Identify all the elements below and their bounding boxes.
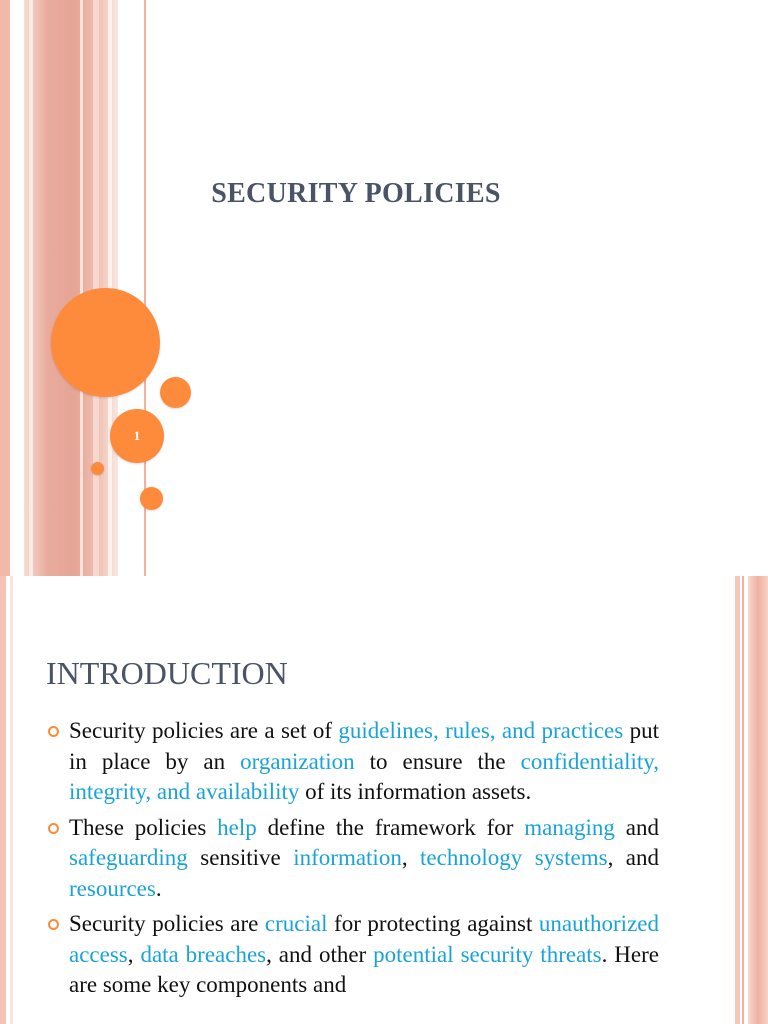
text-run: Security policies are [69, 911, 265, 936]
right-edge-stripe [742, 576, 744, 1024]
highlighted-term: safeguarding [69, 845, 188, 870]
bullet-list [45, 716, 659, 1006]
text-run: and [614, 814, 659, 840]
text-run: sensitive [187, 845, 294, 870]
text-run: Security policies are a set of [69, 718, 339, 743]
bullet-item [45, 716, 659, 808]
left-edge-stripe [10, 576, 13, 1024]
highlighted-term: data breaches [140, 941, 267, 967]
highlighted-term: unauthorized access [69, 911, 659, 967]
text-run: These policies [69, 814, 218, 840]
decorative-circle-large [51, 288, 160, 397]
left-edge-stripe [0, 576, 6, 1024]
right-edge-stripe [735, 576, 740, 1024]
text-run: of its information assets. [299, 779, 532, 804]
highlighted-term: resources [69, 875, 156, 901]
introduction-slide [0, 576, 768, 1024]
decorative-circle-small [140, 487, 163, 510]
slide-number-badge [110, 409, 164, 463]
text-run: . [155, 875, 162, 901]
bullet-text [69, 815, 659, 901]
text-run: to ensure the [354, 748, 521, 774]
decorative-stripe [29, 0, 33, 576]
highlighted-term: potential security threats [373, 941, 602, 967]
text-run: , [401, 845, 421, 870]
highlighted-term: managing [524, 814, 615, 840]
bullet-text [69, 718, 659, 804]
text-run: . Here are some key components and [69, 941, 659, 997]
highlighted-term: technology systems [420, 845, 608, 870]
text-run: , [127, 941, 141, 967]
decorative-stripe [80, 0, 83, 576]
bullet-item [45, 813, 659, 905]
highlighted-term: crucial [264, 911, 328, 936]
circle-bullet-icon [48, 919, 59, 930]
text-run: define the framework for [256, 814, 525, 840]
slide-title: SECURITY POLICIES [211, 178, 501, 209]
highlighted-term: help [217, 814, 257, 840]
circle-bullet-icon [48, 726, 59, 737]
text-run: put in place by an [69, 718, 659, 774]
highlighted-term: organization [240, 748, 355, 774]
highlighted-term: confidentiality, integrity, and availability [69, 748, 659, 804]
text-run: for protecting against [327, 911, 539, 936]
decorative-circle-medium [160, 377, 191, 408]
highlighted-term: guidelines, rules, and practices [338, 718, 624, 743]
left-edge-stripe [0, 0, 10, 576]
decorative-circle-tiny [91, 462, 104, 475]
right-edge-band [748, 576, 768, 1024]
bullet-text [69, 911, 659, 997]
bullet-item [45, 909, 659, 1001]
text-run: , and [607, 845, 659, 870]
circle-bullet-icon [48, 823, 59, 834]
section-heading: INTRODUCTION [46, 655, 288, 691]
text-run: , and other [266, 941, 374, 967]
highlighted-term: information [293, 845, 402, 870]
slide-number: 1 [133, 428, 141, 443]
